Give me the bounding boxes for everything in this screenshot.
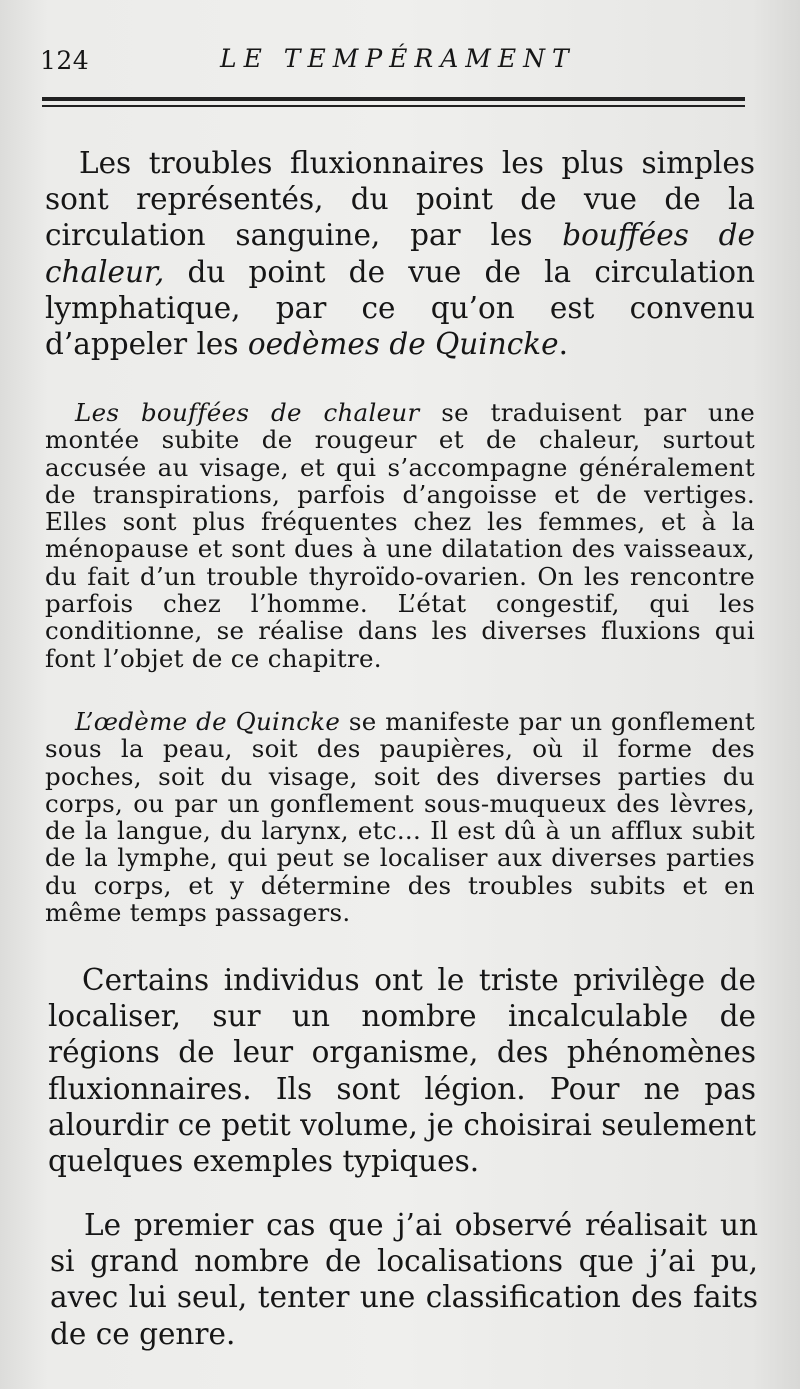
paragraph-oedeme-de-quincke — [45, 708, 755, 926]
running-title: LE TEMPÉRAMENT — [220, 44, 576, 73]
emphasis-term: L’œdème de Quincke — [75, 707, 341, 736]
paragraph-fluxion-intro — [45, 145, 755, 362]
emphasis-term: Les bouffées de chaleur — [75, 398, 420, 427]
text-run: Le premier cas que j’ai observé réalisait un si grand nombre de localisations que j’ai pu, avec lui seul, tenter une classification des faits de ce genre. — [50, 1208, 758, 1351]
emphasis-bouffees: bouffées de chaleur, — [45, 218, 755, 289]
text-run: se traduisent par une montée subite de rougeur et de chaleur, surtout accusée au visage, et qui s’accompagne généralement de transpirations, parfois d’angoisse et de vertiges. Elles sont plus fréquentes chez les femmes, et à la ménopause et sont dues à une dilatation des vaisseaux, du fait d’un trouble thyroïdo-ovarien. On les rencontre parfois chez l’homme. L’état congestif, qui les conditionne, se réalise dans les diverses fluxions qui font l’objet de ce chapitre. — [45, 398, 756, 673]
paragraph-bouffees-de-chaleur — [45, 399, 755, 672]
page-number: 124 — [40, 46, 90, 75]
paragraph-premier-cas — [50, 1207, 758, 1352]
text-run: Les troubles fluxionnaires les plus simples sont représentés, du point de vue de la circulation sanguine, par les — [45, 146, 755, 253]
text-run: . — [558, 327, 568, 362]
emphasis-oedemes: oedèmes de Quincke — [247, 327, 559, 362]
header-rule-thin — [42, 105, 745, 107]
text-run: du point de vue de la circulation lymphatique, par ce qu’on est convenu d’appeler les — [45, 254, 755, 362]
text-run: Certains individus ont le triste privilège de localiser, sur un nombre incalculable de régions de leur organisme, des phénomènes fluxionnaires. Ils sont légion. Pour ne pas alourdir ce petit volume, je choisirai seulement quelques exemples typiques. — [48, 963, 756, 1179]
page-header — [40, 40, 750, 80]
paragraph-individus — [48, 962, 756, 1179]
header-rule-thick — [42, 97, 745, 101]
text-run: se manifeste par un gonflement sous la peau, soit des paupières, où il forme des poches, soit du visage, soit des diverses parties du corps, ou par un gonflement sous-muqueux des lèvres, de la langue, du larynx, etc... Il est dû à un afflux subit de la lymphe, qui peut se localiser aux diverses parties du corps, et y détermine des troubles subits et en même temps passagers. — [45, 707, 756, 928]
